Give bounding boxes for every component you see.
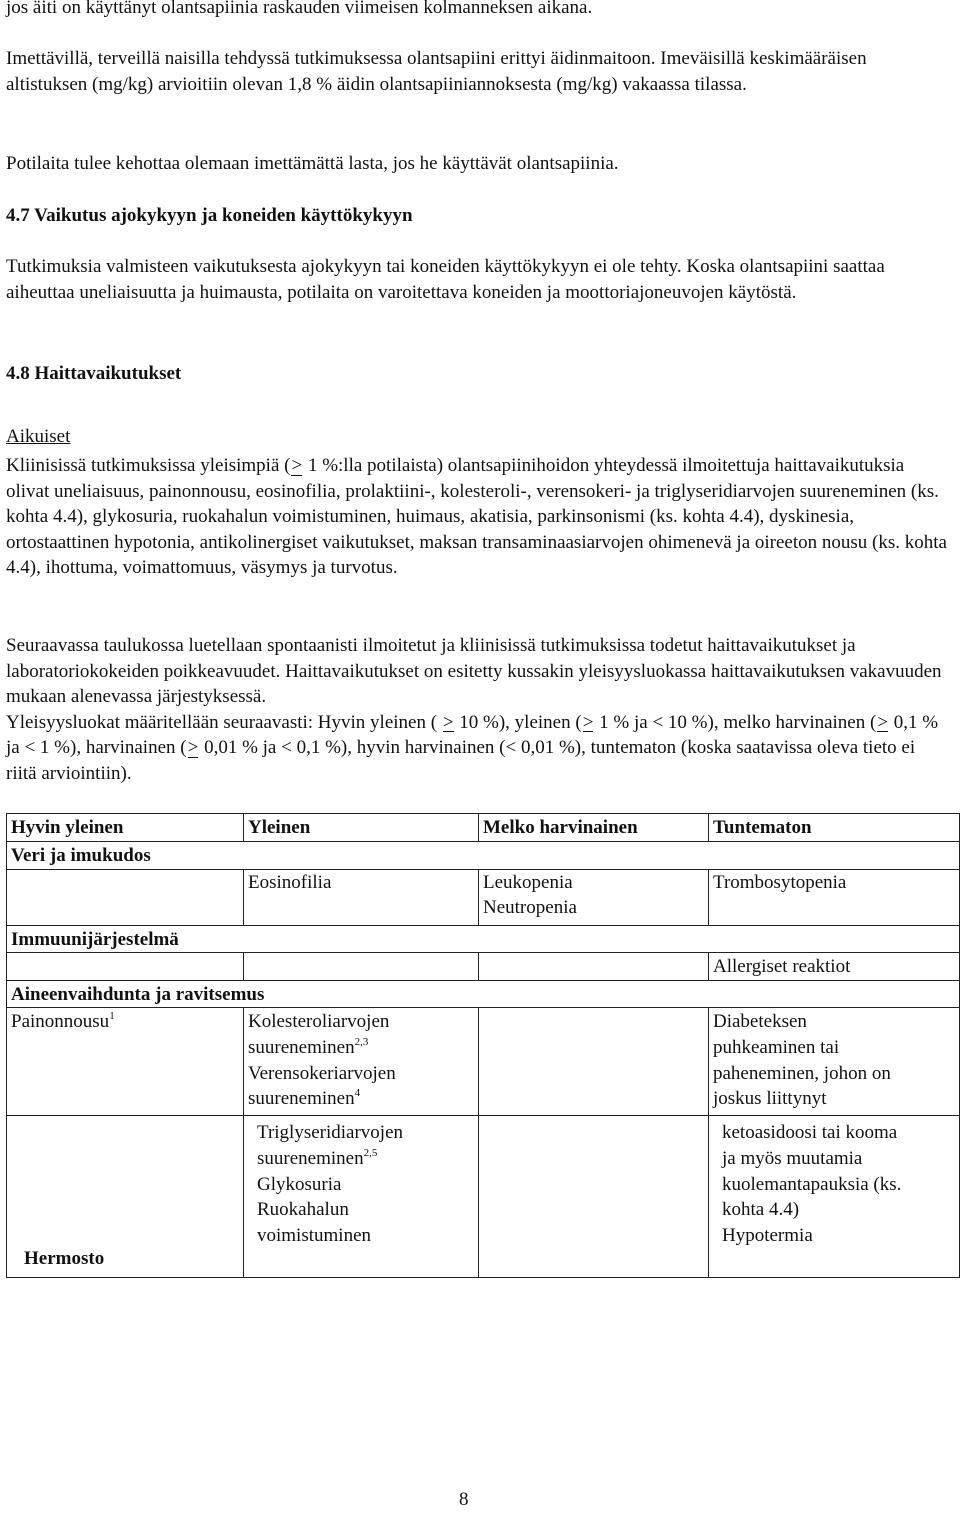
table-header-row xyxy=(7,814,960,842)
greater-equal-sign: > xyxy=(187,735,200,761)
table-cell xyxy=(7,953,244,981)
section-heading-4-8: 4.8 Haittavaikutukset xyxy=(6,363,182,384)
column-header: Yleinen xyxy=(244,814,479,842)
table-row xyxy=(7,953,960,981)
table-cell xyxy=(7,1116,244,1278)
paragraph-pregnancy: jos äiti on käyttänyt olantsapiinia raskauden viimeisen kolmanneksen aikana. xyxy=(6,0,593,18)
adverse-reactions-table xyxy=(6,813,960,1278)
table-cell xyxy=(7,869,244,925)
table-cell: ketoasidoosi tai kooma ja myös muutamia kuolemantapauksia (ks. kohta 4.4) Hypotermia xyxy=(709,1116,960,1278)
section-label-nervous: Hermosto xyxy=(24,1247,105,1269)
table-row xyxy=(7,869,960,925)
table-cell: Leukopenia Neutropenia xyxy=(479,869,709,925)
paragraph-adverse-summary: Kliinisissä tutkimuksissa yleisimpiä (> 1 %:lla potilaista) olantsapiinihoidon yhteydessä ilmoitettuja haittavaikutuksia olivat uneliaisuus, painonnousu, eosinofilia, prolaktiini-, kolesteroli-, verensokeri- ja triglyseridiarvojen suureneminen (ks. kohta 4.4), glykosuria, ruokahalun voimistuminen, huimaus, akatisia, parkinsonismi (ks. kohta 4.4), dyskinesia, ortostaattinen hypotonia, antikolinergiset vaikutukset, maksan transaminaasiarvojen ohimenevä ja oireeton nousu (ks. kohta 4.4), ihottuma, voimattomuus, väsymys ja turvotus. xyxy=(6,455,947,579)
paragraph-frequency-definitions: Seuraavassa taulukossa luetellaan spontaanisti ilmoitetut ja kliinisissä tutkimuksissa todetut haittavaikutukset ja laboratoriokokeiden poikkeavuudet. Haittavaikutukset on esitetty kussakin yleisyysluokassa haittavaikutuksen vakavuuden mukaan alenevassa järjestyksessä. Yleisyysluokat määritellään seuraavasti: Hyvin yleinen ( > 10 %), yleinen (> 1 % ja < 10 %), melko harvinainen (> 0,1 % ja < 1 %), harvinainen (> 0,01 % ja < 0,1 %), hyvin harvinainen (< 0,01 %), tuntematon (koska saatavissa oleva tieto ei riitä arviointiin). xyxy=(6,635,942,784)
section-label-immune: Immuunijärjestelmä xyxy=(7,925,960,953)
greater-equal-sign: > xyxy=(876,710,889,736)
table-section-row xyxy=(7,842,960,870)
table-cell xyxy=(479,1008,709,1116)
section-label-metabolism: Aineenvaihdunta ja ravitsemus xyxy=(7,980,960,1008)
table-cell: Eosinofilia xyxy=(244,869,479,925)
table-row xyxy=(7,1008,960,1116)
column-header: Tuntematon xyxy=(709,814,960,842)
greater-equal-sign: > xyxy=(582,710,595,736)
table-cell: Allergiset reaktiot xyxy=(709,953,960,981)
table-cell xyxy=(479,953,709,981)
table-cell: Painonnousu$^1$ xyxy=(7,1008,244,1116)
table-section-row xyxy=(7,980,960,1008)
table-cell: Diabeteksen puhkeaminen tai paheneminen, johon on joskus liittynyt xyxy=(709,1008,960,1116)
table-cell xyxy=(479,1116,709,1278)
paragraph-advice: Potilaita tulee kehottaa olemaan imettämättä lasta, jos he käyttävät olantsapiinia. xyxy=(6,153,619,174)
table-section-row xyxy=(7,925,960,953)
paragraph-breastfeeding: Imettävillä, terveillä naisilla tehdyssä tutkimuksessa olantsapiini erittyi äidinmaitoon. Imeväisillä keskimääräisen altistuksen (mg/kg) arvioitiin olevan 1,8 % äidin olantsapiiniannoksesta (mg/kg) vakaassa tilassa. xyxy=(6,48,867,95)
section-heading-4-7: 4.7 Vaikutus ajokykyyn ja koneiden käyttökykyyn xyxy=(6,205,413,226)
column-header: Hyvin yleinen xyxy=(7,814,244,842)
greater-equal-sign: > xyxy=(442,710,455,736)
page-number: 8 xyxy=(459,1489,469,1510)
table-cell: Kolesteroliarvojen suureneminen$^{2,3}$ Verensokeriarvojen suureneminen$^4$ xyxy=(244,1008,479,1116)
paragraph-driving: Tutkimuksia valmisteen vaikutuksesta ajokykyyn tai koneiden käyttökykyyn ei ole tehty. Koska olantsapiini saattaa aiheuttaa uneliaisuutta ja huimausta, potilaita on varoitettava koneiden ja moottoriajoneuvojen käytöstä. xyxy=(6,256,885,303)
section-label-blood: Veri ja imukudos xyxy=(7,842,960,870)
table-row xyxy=(7,1116,960,1278)
table-cell xyxy=(244,953,479,981)
table-cell: Trombosytopenia xyxy=(709,869,960,925)
column-header: Melko harvinainen xyxy=(479,814,709,842)
table-cell: Triglyseridiarvojen suureneminen$^{2,5}$ Glykosuria Ruokahalun voimistuminen xyxy=(244,1116,479,1278)
greater-equal-sign: > xyxy=(290,453,303,479)
subheading-adults: Aikuiset xyxy=(6,426,71,447)
